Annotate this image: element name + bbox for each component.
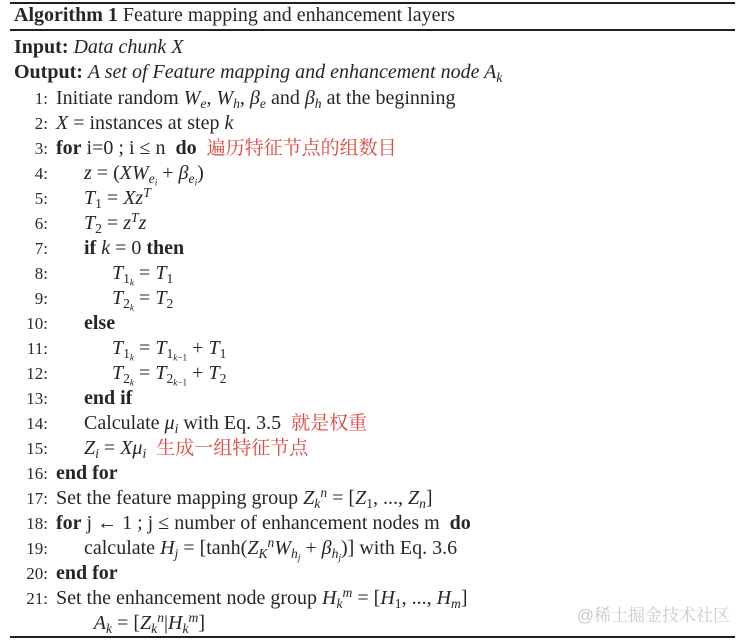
algo-line	[0, 536, 742, 561]
line-number: 17:	[26, 489, 48, 508]
annotation-text: 就是权重	[291, 413, 368, 434]
algo-line	[0, 461, 742, 486]
line-number: 10:	[26, 314, 48, 333]
line-content: $z = (XW_{e_i} + \beta_{e_i})$	[84, 162, 204, 188]
io-value: A set of Feature mapping and enhancement node $A_k$	[87, 61, 503, 85]
line-content: Set the feature mapping group $Z_k^n = [Z_1$, ..., $Z_n$]	[56, 485, 433, 511]
line-number: 1:	[34, 89, 48, 108]
line-content: $T_2 = z^Tz$	[84, 210, 147, 236]
algo-line	[0, 336, 742, 361]
algorithm-header	[14, 4, 455, 27]
line-content: Calculate $\mu_i$ with Eq. 3.5 就是权重	[84, 412, 368, 436]
algorithm-lines	[0, 86, 742, 636]
algo-line	[0, 236, 742, 261]
algo-line	[0, 286, 742, 311]
line-number: 9:	[34, 289, 48, 308]
line-content: else	[84, 312, 116, 334]
line-number: 20:	[26, 564, 48, 583]
header-rule	[10, 29, 735, 31]
algo-line	[0, 211, 742, 236]
algorithm-label: Algorithm 1	[14, 4, 118, 26]
line-number: 7:	[34, 239, 48, 258]
annotation-text: 生成一组特征节点	[156, 438, 309, 459]
algo-line	[0, 436, 742, 461]
algo-line	[0, 511, 742, 536]
line-number: 6:	[34, 214, 48, 233]
line-content: if k = 0 then	[84, 237, 185, 259]
algo-line	[0, 311, 742, 336]
algo-line	[0, 161, 742, 186]
algo-line	[0, 186, 742, 211]
algo-line	[0, 561, 742, 586]
io-label: Output:	[14, 61, 83, 83]
line-content: end for	[56, 462, 118, 484]
io-label: Input:	[14, 36, 69, 58]
algo-line	[0, 261, 742, 286]
line-content: X = instances at step k	[56, 112, 234, 134]
line-content: calculate $H_j = [\tanh(Z_K^nW_{h_j} + \beta_{h_j})]$ with Eq. 3.6	[84, 535, 458, 563]
algo-line	[0, 411, 742, 436]
line-content: end if	[84, 387, 133, 409]
line-content: Initiate random $W_e$, $W_h$, $\beta_e$ and $\beta_h$ at the beginning	[56, 87, 456, 111]
line-content: $T_{1_k} = T_1$	[112, 262, 174, 288]
line-number: 21:	[26, 589, 48, 608]
line-content: $A_k = [Z_k^n|H_k^m]$	[93, 610, 205, 636]
line-content: for i=0 ; i ≤ n do 遍历特征节点的组数目	[56, 137, 397, 159]
line-number: 19:	[26, 539, 48, 558]
io-line-input	[14, 35, 183, 60]
line-number: 18:	[26, 514, 48, 533]
line-content: $T_1 = Xz^T$	[84, 185, 151, 211]
algo-line	[0, 86, 742, 111]
line-content: $Z_i = X\mu_i$ 生成一组特征节点	[84, 437, 309, 461]
line-content: $T_{2_k} = T_2$	[112, 287, 174, 313]
line-number: 3:	[34, 139, 48, 158]
algorithm-title: Feature mapping and enhancement layers	[122, 4, 455, 26]
watermark: @稀土掘金技术社区	[576, 606, 730, 625]
algo-line	[0, 361, 742, 386]
line-number: 14:	[26, 414, 48, 433]
algo-line	[0, 111, 742, 136]
line-number: 4:	[34, 164, 48, 183]
line-content: for j ← 1 ; j ≤ number of enhancement nodes m do	[56, 512, 471, 534]
line-content: $T_{2_k} = T_{2_{k-1}} + T_2$	[112, 362, 227, 388]
io-line-output	[14, 60, 502, 85]
line-content: end for	[56, 562, 118, 584]
algo-line	[0, 486, 742, 511]
annotation-text: 遍历特征节点的组数目	[206, 138, 397, 159]
algo-line	[0, 136, 742, 161]
line-number: 16:	[26, 464, 48, 483]
line-number: 12:	[26, 364, 48, 383]
line-content: $T_{1_k} = T_{1_{k-1}} + T_1$	[112, 337, 227, 363]
line-number: 13:	[26, 389, 48, 408]
io-value: Data chunk X	[73, 36, 184, 58]
line-number: 8:	[34, 264, 48, 283]
line-number: 11:	[26, 339, 48, 358]
algo-line	[0, 386, 742, 411]
bottom-rule	[10, 636, 735, 638]
line-number: 2:	[34, 114, 48, 133]
line-number: 5:	[34, 189, 48, 208]
line-content: Set the enhancement node group $H_k^m = [H_1$, ..., $H_m$]	[56, 585, 468, 611]
line-number: 15:	[26, 439, 48, 458]
